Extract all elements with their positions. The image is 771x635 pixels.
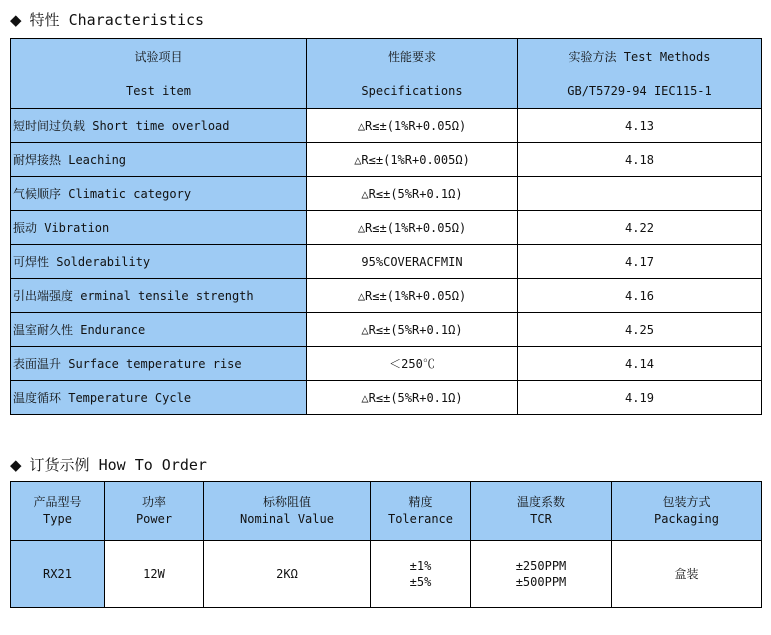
header-test-methods: 实验方法 Test Methods GB/T5729-94 IEC115-1 [518,39,762,109]
order-power: 12W [105,541,204,608]
row-method: 4.19 [518,381,762,415]
row-method: 4.13 [518,109,762,143]
characteristics-table [10,38,762,415]
row-item: 可焊性 Solderability [11,245,307,279]
row-item: 气候顺序 Climatic category [11,177,307,211]
header-test-item: 试验项目 Test item [11,39,307,109]
order-nominal: 2KΩ [204,541,371,608]
order-packaging: 盒装 [612,541,762,608]
table-row [11,381,762,415]
table-row [11,109,762,143]
order-table [10,481,762,608]
row-method: 4.16 [518,279,762,313]
row-item: 温室耐久性 Endurance [11,313,307,347]
order-header-row [11,482,762,541]
row-spec: ＜250℃ [307,347,518,381]
characteristics-title [10,10,204,30]
row-item: 短时间过负载 Short time overload [11,109,307,143]
row-item: 振动 Vibration [11,211,307,245]
row-spec: 95%COVERACFMIN [307,245,518,279]
table-row [11,211,762,245]
row-spec: △R≤±(5%R+0.1Ω) [307,313,518,347]
table-row [11,177,762,211]
characteristics-title-text: 特性 Characteristics [29,11,205,29]
order-title [10,455,207,475]
row-method [518,177,762,211]
row-item: 耐焊接热 Leaching [11,143,307,177]
row-method: 4.18 [518,143,762,177]
header-nominal-value: 标称阻值 Nominal Value [204,482,371,541]
row-spec: △R≤±(1%R+0.05Ω) [307,109,518,143]
header-power: 功率 Power [105,482,204,541]
row-spec: △R≤±(5%R+0.1Ω) [307,177,518,211]
header-tolerance: 精度 Tolerance [371,482,471,541]
row-method: 4.17 [518,245,762,279]
order-tcr: ±250PPM ±500PPM [471,541,612,608]
row-item: 表面温升 Surface temperature rise [11,347,307,381]
row-spec: △R≤±(1%R+0.05Ω) [307,211,518,245]
table-row [11,313,762,347]
row-method: 4.22 [518,211,762,245]
order-tolerance: ±1% ±5% [371,541,471,608]
order-data-row [11,541,762,608]
header-tcr: 温度系数 TCR [471,482,612,541]
row-item: 引出端强度 erminal tensile strength [11,279,307,313]
row-spec: △R≤±(5%R+0.1Ω) [307,381,518,415]
row-item: 温度循环 Temperature Cycle [11,381,307,415]
header-specifications: 性能要求 Specifications [307,39,518,109]
table-row [11,143,762,177]
table-row [11,347,762,381]
row-spec: △R≤±(1%R+0.005Ω) [307,143,518,177]
diamond-bullet-icon: ◆ [10,456,22,474]
row-method: 4.25 [518,313,762,347]
order-title-text: 订货示例 How To Order [29,456,207,474]
diamond-bullet-icon: ◆ [10,11,22,29]
characteristics-header-row [11,39,762,109]
table-row [11,245,762,279]
header-type: 产品型号 Type [11,482,105,541]
order-type: RX21 [11,541,105,608]
row-method: 4.14 [518,347,762,381]
table-row [11,279,762,313]
row-spec: △R≤±(1%R+0.05Ω) [307,279,518,313]
header-packaging: 包装方式 Packaging [612,482,762,541]
